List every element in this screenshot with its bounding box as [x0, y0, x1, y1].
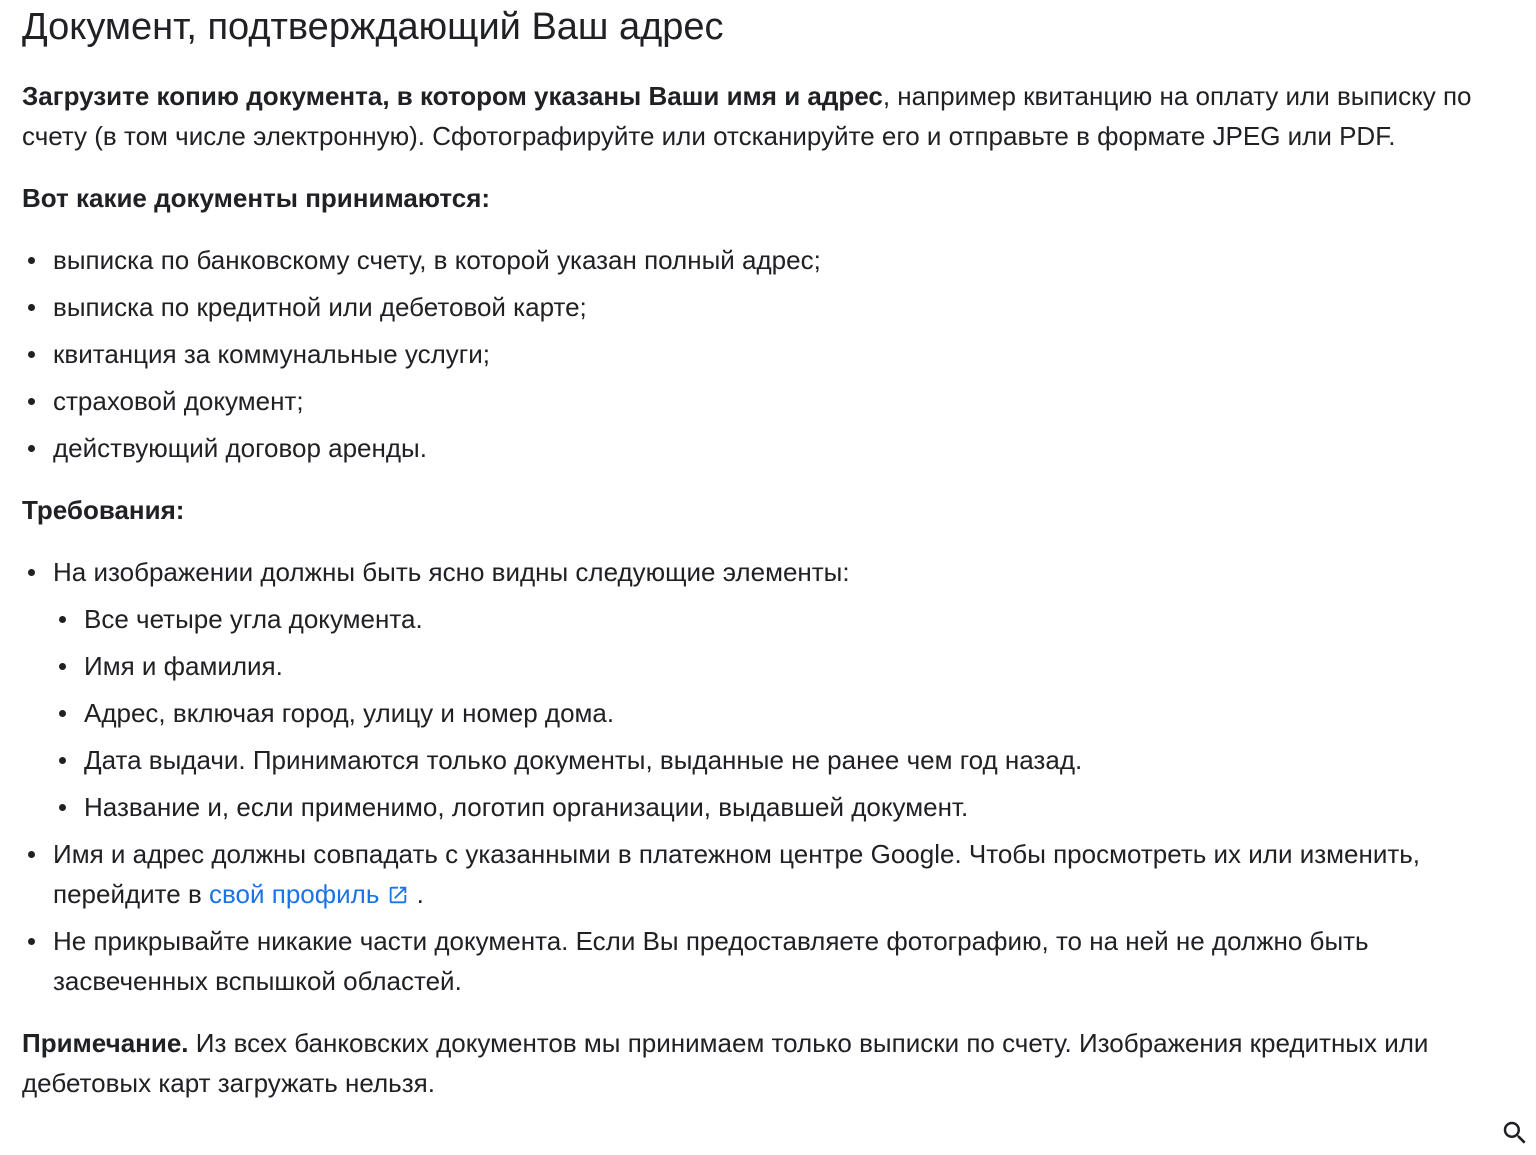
list-item: страховой документ; — [22, 381, 1528, 421]
list-item: Имя и фамилия. — [53, 646, 1528, 686]
list-item: Адрес, включая город, улицу и номер дома. — [53, 693, 1528, 733]
list-item: действующий договор аренды. — [22, 428, 1528, 468]
note-bold: Примечание. — [22, 1028, 189, 1058]
requirement-match-text: Имя и адрес должны совпадать с указанными в платежном центре Google. Чтобы просмотреть их или изменить, перейдите в — [53, 839, 1421, 909]
requirement-match-after: . — [416, 879, 424, 909]
document-page — [22, 0, 1528, 1103]
requirement-no-cover: Не прикрывайте никакие части документа. Если Вы предоставляете фотографию, то на ней не должно быть засвеченных вспышкой областей. — [22, 921, 1528, 1001]
requirements-list — [22, 552, 1528, 1001]
intro-bold: Загрузите копию документа, в котором указаны Ваши имя и адрес — [22, 81, 883, 111]
list-item: квитанция за коммунальные услуги; — [22, 334, 1528, 374]
requirement-visible-elements — [22, 552, 1528, 827]
list-item: выписка по кредитной или дебетовой карте; — [22, 287, 1528, 327]
requirement-match-profile — [22, 834, 1528, 914]
external-link-icon — [387, 884, 409, 906]
list-item: выписка по банковскому счету, в которой указан полный адрес; — [22, 240, 1528, 280]
intro-paragraph — [22, 76, 1528, 156]
requirement-visible-label: На изображении должны быть ясно видны следующие элементы: — [53, 557, 850, 587]
list-item: Все четыре угла документа. — [53, 599, 1528, 639]
accepted-documents-list — [22, 240, 1528, 468]
profile-link[interactable] — [209, 879, 409, 909]
search-icon — [1500, 1118, 1530, 1148]
page-title: Документ, подтверждающий Ваш адрес — [22, 6, 724, 48]
visible-elements-list — [53, 599, 1528, 827]
search-button[interactable] — [1500, 1118, 1530, 1148]
intro-rest: , например квитанцию на оплату или выписку по счету (в том числе электронную). Сфотографируйте или отсканируйте его и отправьте в формате JPEG или PDF. — [22, 81, 1472, 151]
requirements-heading: Требования: — [22, 495, 185, 525]
profile-link-label: свой профиль — [209, 879, 380, 909]
note-paragraph — [22, 1023, 1528, 1103]
list-item: Дата выдачи. Принимаются только документы, выданные не ранее чем год назад. — [53, 740, 1528, 780]
list-item: Название и, если применимо, логотип организации, выдавшей документ. — [53, 787, 1528, 827]
note-rest: Из всех банковских документов мы принимаем только выписки по счету. Изображения кредитных или дебетовых карт загружать нельзя. — [22, 1028, 1429, 1098]
accepted-documents-heading: Вот какие документы принимаются: — [22, 183, 491, 213]
